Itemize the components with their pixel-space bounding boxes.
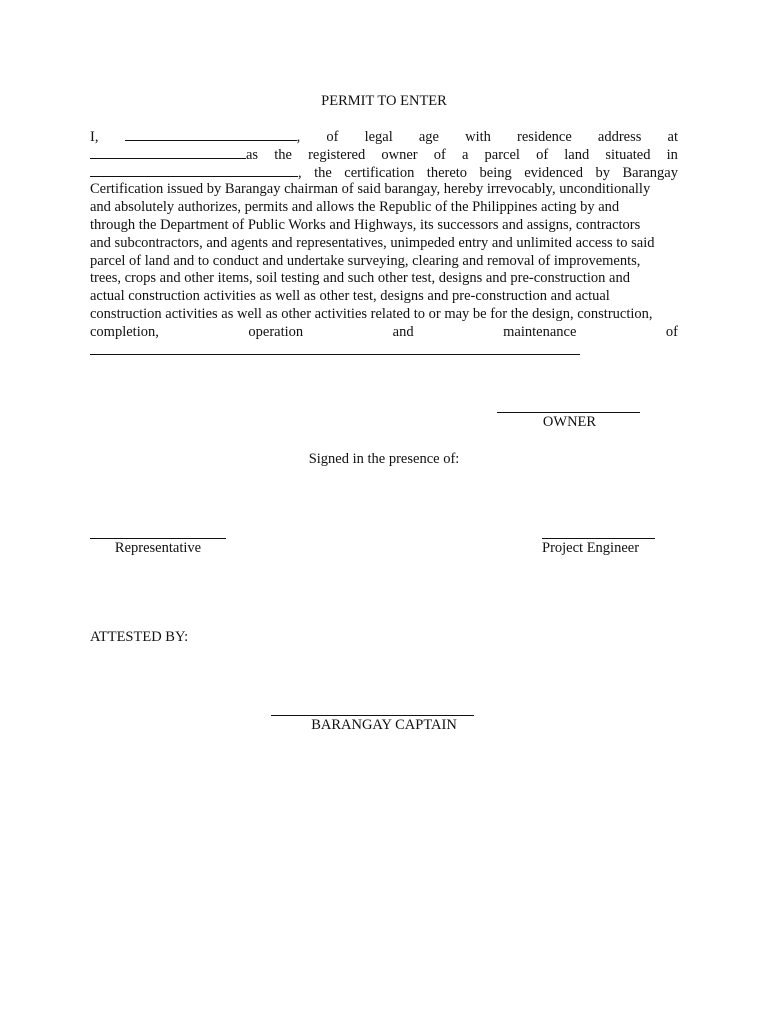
body-line-text: actual construction activities as well as other test, designs and pre-construction and actual	[90, 288, 610, 305]
body-word: ,	[298, 164, 302, 181]
body-line-13	[90, 342, 678, 360]
body-word: land	[564, 146, 590, 163]
address-blank	[90, 146, 246, 159]
body-word: owner	[381, 146, 418, 163]
body-line-4	[90, 181, 678, 199]
representative-signature-line	[90, 538, 226, 539]
project-name-blank	[90, 342, 580, 355]
body-line-text: and subcontractors, and agents and representatives, unimpeded entry and unlimited access to said	[90, 234, 655, 251]
body-line-7	[90, 235, 678, 253]
captain-label: BARANGAY CAPTAIN	[311, 717, 457, 733]
body-word: legal	[364, 129, 393, 145]
body-line-text: and absolutely authorizes, permits and allows the Republic of the Philippines acting by and	[90, 199, 620, 216]
body-word: parcel	[484, 146, 520, 163]
body-word: the	[274, 146, 292, 163]
witness-heading: Signed in the presence of:	[308, 451, 460, 467]
body-word: I,	[90, 129, 99, 145]
body-line-8	[90, 253, 678, 271]
body-word: of	[433, 146, 446, 163]
body-line-12	[90, 324, 678, 342]
engineer-signature-line	[542, 538, 655, 539]
name-blank	[125, 128, 297, 141]
body-word: at	[667, 129, 678, 145]
body-word: in	[666, 146, 678, 163]
body-word: registered	[308, 146, 366, 163]
captain-signature-line	[271, 715, 474, 716]
body-word: completion,	[90, 323, 159, 340]
body-line-text: Certification issued by Barangay chairman of said barangay, hereby irrevocably, unconditionally	[90, 181, 651, 198]
body-word: maintenance	[503, 323, 577, 340]
body-word: with	[465, 129, 491, 145]
attested-by-label: ATTESTED BY:	[90, 629, 189, 645]
body-word: thereto	[426, 164, 468, 181]
body-line-11	[90, 306, 678, 324]
body-line-5	[90, 199, 678, 217]
body-word: Barangay	[622, 164, 678, 181]
body-word: evidenced	[524, 164, 583, 181]
body-word: and	[392, 323, 414, 340]
body-word: situated	[605, 146, 651, 163]
body-word: of	[536, 146, 549, 163]
representative-label: Representative	[114, 540, 202, 556]
body-word: operation	[248, 323, 304, 340]
body-word: age	[418, 129, 439, 145]
body-line-text: trees, crops and other items, soil testing and such other test, designs and pre-construction and	[90, 270, 630, 287]
body-line-text: parcel of land and to conduct and undertake surveying, clearing and removal of improvements,	[90, 252, 641, 269]
body-line-10	[90, 288, 678, 306]
body-word: certification	[344, 164, 415, 181]
body-line-2	[90, 146, 678, 164]
owner-name-field	[125, 128, 301, 147]
body-word: ,	[296, 129, 301, 145]
owner-label: OWNER	[542, 414, 597, 430]
body-word: address	[597, 129, 642, 145]
address-field	[90, 146, 258, 165]
body-line-6	[90, 217, 678, 235]
body-word: the	[314, 164, 332, 181]
engineer-label: Project Engineer	[542, 540, 640, 556]
body-line-1	[90, 128, 678, 146]
body-word: of	[665, 323, 678, 340]
body-word: residence	[517, 129, 572, 145]
body-line-text: construction activities as well as other activities related to or may be for the design, construction,	[90, 305, 653, 322]
body-word: being	[479, 164, 512, 181]
owner-signature-line	[497, 412, 640, 413]
body-line-text: through the Department of Public Works and Highways, its successors and assigns, contractors	[90, 216, 641, 233]
body-line-9	[90, 270, 678, 288]
location-field	[90, 164, 302, 183]
body-line-3	[90, 164, 678, 182]
permit-body	[90, 128, 678, 359]
body-word: a	[461, 146, 469, 163]
location-blank	[90, 164, 298, 177]
document-title: PERMIT TO ENTER	[321, 93, 447, 109]
body-word: of	[326, 129, 339, 145]
body-word: by	[595, 164, 610, 181]
body-word: as	[246, 146, 259, 163]
